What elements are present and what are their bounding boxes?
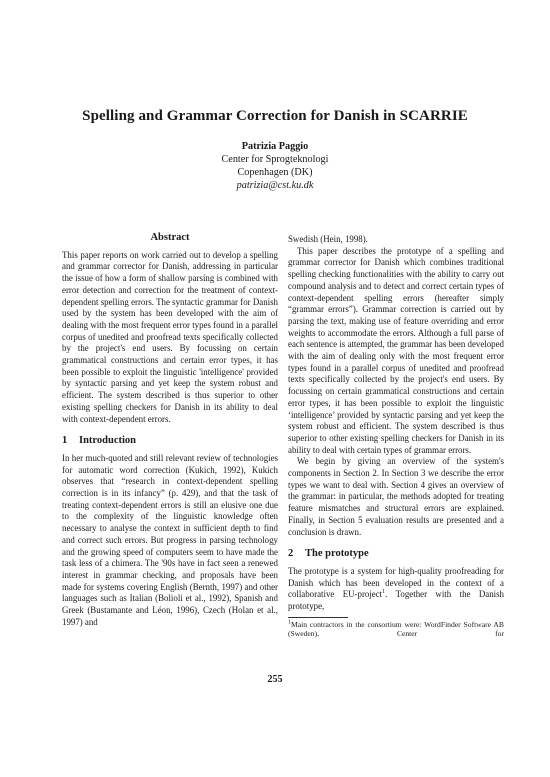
footnote-marker: 1 (288, 619, 291, 626)
section-1-title: Introduction (79, 435, 136, 447)
author-affiliation: Center for Sprogteknologi (221, 154, 329, 165)
section-1-paragraph-3: We begin by giving an overview of the system's components in Section 2. In Section 3 we describe the error types we want to deal with. Section 4 gives an overview of the grammar: in particular, the methods adopted for treating feature mismatches and structural errors are explained. Finally, in Section 5 evaluation results are presented and a conclusion is drawn. (288, 456, 504, 537)
page-number: 255 (267, 674, 283, 685)
abstract-text: This paper reports on work carried out to develop a spelling and grammar corrector for Danish, addressing in particular the issue of how a form of shallow parsing is combined with error detection and correction for the treatment of context-dependent spelling errors. The syntactic grammar for Danish used by the system has been developed with the aim of dealing with the most frequent error types found in a parallel corpus of unedited and proofread texts specifically collected by the project's end users. By focussing on certain grammatical constructions and certain error types, it has been possible to exploit the linguistic 'intelligence' provided by syntactic parsing and yet keep the system robust and efficient. The system described is thus superior to other existing spelling checkers for Danish in its ability to deal with context-dependent errors. (62, 249, 278, 424)
paper-title: Spelling and Grammar Correction for Danish in SCARRIE (82, 108, 468, 124)
section-2-text: The prototype is a system for high-quality proofreading for Danish which has been developed in the context of a collaborative EU-project (288, 565, 504, 600)
section-1-paragraph-2: This paper describes the prototype of a spelling and grammar corrector for Danish which combines traditional spelling checking functionalities with the ability to carry out compound analysis and to detect and correct certain types of context-dependent spelling errors (hereafter simply “grammar errors”). Grammar correction is carried out by parsing the text, making use of feature overriding and error weights to accommodate the errors. Although a full parse of each sentence is attempted, the grammar has been developed with the aim of dealing only with the most frequent error types found in a parallel corpus of unedited and proofread texts specifically collected by the project's end users. By focussing on certain grammatical constructions and certain error types, it has been possible to exploit the linguistic ‘intelligence’ provided by syntactic parsing and yet keep the system robust and efficient. The system described is thus superior to other existing spelling checkers for Danish in its ability to deal with certain types of grammar errors. (288, 245, 504, 455)
section-1-heading (62, 435, 278, 447)
section-2-title: The prototype (305, 548, 369, 560)
author-name: Patrizia Paggio (241, 141, 309, 152)
footnote-body: Main contractors in the consortium were: WordFinder Software AB (Sweden), Center for (288, 619, 504, 639)
footnote-ref: 1 (382, 589, 386, 596)
author-location: Copenhagen (DK) (237, 167, 313, 178)
left-column (62, 232, 278, 629)
section-1-paragraph-1: In her much-quoted and still relevant review of technologies for automatic word correction (Kukich, 1992), Kukich observes that “research in context-dependent spelling correction is in its infancy” (p. 429), and that the task of treating context-dependent errors is still an elusive one due to the complexity of the linguistic knowledge often necessary to analyse the context in sufficient depth to find and correct such errors. But progress in parsing technology and the growing speed of computers seem to have made the task less of a chimera. The '90s have in fact seen a renewed interest in grammar checking, and proposals have been made for systems covering English (Bernth, 1997) and other languages such as Italian (Bolioli et al., 1992), Spanish and Greek (Bustamante and Léon, 1996), Czech (Holan et al., 1997) and (62, 452, 278, 627)
author-block (0, 140, 550, 192)
section-2-heading (288, 548, 504, 560)
section-2-text-continued: . Together with the Danish prototype, (288, 589, 504, 612)
section-2-paragraph-1 (288, 566, 504, 613)
footnote-text (288, 620, 504, 639)
section-1-number: 1 (62, 435, 68, 447)
section-2-number: 2 (288, 548, 294, 560)
author-email: patrizia@cst.ku.dk (236, 180, 314, 191)
abstract-heading: Abstract (150, 232, 190, 243)
right-column (288, 234, 504, 639)
section-1-paragraph-1-continuation: Swedish (Hein, 1998). (288, 234, 368, 244)
